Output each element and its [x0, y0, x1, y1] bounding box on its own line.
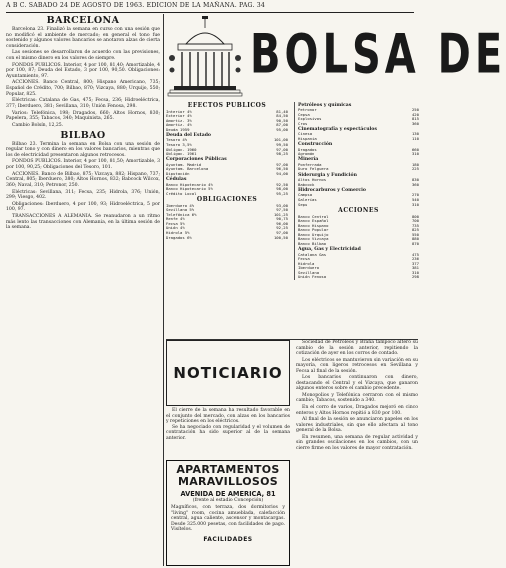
security-name: Renfe 4%: [166, 216, 185, 222]
bilbao-paragraph: ACCIONES. Banco de Bilbao, 875; Vizcaya, 882; Hispano, 737; Central, 805; Iberduero, 380; Altos Hornos, 832; Babcock Wilcox, 360; Naval, 310; Petronor, 250.: [6, 171, 160, 188]
security-name: Interior 4%: [166, 108, 192, 114]
table-section-heading: Petróleos y químicas: [298, 102, 352, 108]
security-name: Deuda 1959: [166, 126, 190, 132]
quotation-column-right: [294, 102, 419, 280]
table-section-heading: Agua, Gas y Electricidad: [298, 247, 361, 253]
security-price: 90,50: [276, 117, 288, 123]
security-name: Banco Hipotecario 4%: [166, 181, 213, 187]
quotation-row: [298, 183, 419, 188]
security-price: 100,50: [273, 234, 288, 240]
security-name: Unión Fenosa: [298, 274, 327, 280]
security-name: Ponferrada: [298, 161, 322, 167]
security-name: Petronor: [298, 107, 317, 113]
security-price: 225: [411, 166, 419, 172]
barcelona-paragraph: Eléctricas: Catalana de Gas, 475; Fecsa, 236; Hidroeléctrica, 377; Iberduero, 381; Sevillana, 310; Unión Fenosa, 298.: [6, 98, 160, 109]
security-name: Sevillana 5%: [166, 207, 195, 213]
security-price: 475: [411, 251, 419, 257]
noticiario-text: [166, 408, 290, 456]
noticiario-paragraph: El cierre de la semana ha resultado favorable en el conjunto del mercado, con alzas en los bancarios y repeticiones en los eléctricos.: [166, 408, 290, 424]
security-price: 97,00: [276, 161, 288, 167]
security-name: Obligac. 1961: [166, 151, 197, 157]
security-name: Telefónica 6%: [166, 211, 197, 217]
security-name: Banco Español: [298, 218, 329, 224]
security-name: Catalana Gas: [298, 251, 327, 257]
report-paragraph: Monopolios y Telefónica cerraron con el mismo cambio; Tabacos, sostenido a 340.: [296, 392, 418, 404]
ad-address: AVENIDA DE AMERICA, 81: [180, 490, 276, 498]
quotation-column-left: [166, 102, 288, 240]
security-price: 180: [411, 161, 419, 167]
table-section-heading: Hidrocarburos y Comercio: [298, 187, 366, 193]
table-section-heading: EFECTOS PUBLICOS: [187, 102, 267, 109]
security-price: 735: [411, 222, 419, 228]
report-paragraph: Sociedad de Petróleos y Braña tampoco alteró su cambio de la sesión anterior, repitiendo la cotización de ayer en los corros de contado.: [296, 340, 418, 357]
security-price: 92,25: [276, 225, 288, 231]
bilbao-paragraph: Obligaciones: Iberduero, 4 por 100, 93; Hidroeléctrica, 5 por 100, 97.: [6, 201, 160, 213]
report-paragraph: Los eléctricos se mantuvieron sin variación en su mayoría, con ligeros retrocesos en Sevillana y Fecsa al final de la sesión.: [296, 357, 418, 374]
security-name: Banco Hispano: [298, 222, 329, 228]
security-name: Banco Central: [298, 213, 329, 219]
security-name: Fecsa 5%: [166, 220, 185, 226]
quotation-row: [298, 167, 419, 172]
barcelona-paragraph: Las sesiones se desarrollaron de acuerdo con las previsiones, con el mismo dinero en los valores de siempre.: [6, 50, 160, 61]
report-paragraph: Los bancarios continuaron con dinero, destacando el Central y el Vizcaya, que ganaron algunos enteros sobre el cambio precedente.: [296, 375, 418, 392]
bilbao-paragraph: Eléctricas: Sevillana, 311; Fecsa, 235; Hidrola, 376; Unión, 299; Viesgo, 402.: [6, 189, 160, 201]
security-price: 420: [411, 111, 419, 117]
security-name: Tesoro 4%: [166, 137, 188, 143]
security-price: 381: [411, 265, 419, 271]
security-price: 98,00: [276, 186, 288, 192]
noticiario-title: NOTICIARIO: [173, 364, 283, 382]
security-name: Diputación: [166, 170, 190, 176]
security-price: 360: [411, 120, 419, 126]
security-price: 97,50: [276, 207, 288, 213]
quotation-row: [166, 152, 288, 157]
quotation-row: [298, 122, 419, 127]
security-price: 540: [411, 196, 419, 202]
noticiario-box: [166, 340, 290, 406]
security-name: Duro Felguera: [298, 166, 329, 172]
quotation-row: [298, 275, 419, 280]
ad-body: Magníficos, con terraza, dos dormitorios y "living" room, cocina amueblada, calefacción central, agua caliente, ascensor y montacargas. Desde 325.000 pesetas, con facilidades de pago. Visítelos.: [171, 505, 285, 533]
ad-footer: FACILIDADES: [203, 535, 253, 543]
quotation-row: [298, 242, 419, 247]
security-price: 87,00: [276, 122, 288, 128]
security-price: 550: [411, 231, 419, 237]
security-name: Sevillana: [298, 269, 320, 275]
security-name: Fecsa: [298, 256, 310, 262]
table-section-heading: Deuda del Estado: [166, 132, 211, 138]
security-price: 81,40: [276, 108, 288, 114]
apartments-advertisement: [166, 460, 290, 566]
stock-exchange-building-illustration: [166, 14, 244, 100]
security-price: 700: [411, 218, 419, 224]
security-price: 99,50: [276, 141, 288, 147]
security-name: Banco Hipotecario 5%: [166, 186, 213, 192]
security-price: 660: [411, 146, 419, 152]
table-section-heading: Cinematografía y espectáculos: [298, 126, 377, 132]
security-name: Banco Popular: [298, 227, 329, 233]
security-price: 310: [411, 201, 419, 207]
table-section-heading: Siderurgia y Fundición: [298, 172, 357, 178]
security-price: 360: [411, 181, 419, 187]
security-name: Dragados 6%: [166, 234, 192, 240]
security-price: 310: [411, 269, 419, 275]
table-section-heading: Minería: [298, 157, 319, 163]
security-price: 250: [411, 107, 419, 113]
security-name: Campsa: [298, 192, 313, 198]
security-price: 110: [411, 136, 419, 142]
security-name: Altos Hornos: [298, 177, 327, 183]
security-price: 377: [411, 260, 419, 266]
security-price: 98,25: [276, 151, 288, 157]
security-price: 101,25: [273, 211, 288, 217]
security-name: Hispania: [298, 136, 317, 142]
security-name: Iberduero: [298, 265, 320, 271]
table-section-heading: Construcción: [298, 142, 333, 148]
quotation-row: [166, 236, 288, 241]
security-name: Banco Vizcaya: [298, 236, 329, 242]
security-price: 800: [411, 213, 419, 219]
security-price: 93,00: [276, 202, 288, 208]
security-name: Exterior 4%: [166, 113, 192, 119]
table-section-heading: OBLIGACIONES: [196, 196, 258, 204]
security-price: 95,00: [276, 126, 288, 132]
security-price: 97,00: [276, 146, 288, 152]
report-paragraph: En el corro de varios, Dragados mejoró en cinco enteros y Altos Hornos repitió a 830 por 100.: [296, 405, 418, 416]
security-name: Explosivos: [298, 116, 322, 122]
security-price: 90,75: [276, 216, 288, 222]
bilbao-paragraph: FONDOS PUBLICOS. Interior, 4 por 100, 81,50; Amortizable, 3 por 100, 90,25; Obligaciones del Tesoro, 101.: [6, 159, 160, 170]
security-name: Hidrola 5%: [166, 230, 190, 235]
security-name: Ayuntam. Barcelona: [166, 166, 209, 172]
security-name: Dragados: [298, 146, 317, 152]
security-name: Ayuntam. Madrid: [166, 161, 202, 167]
security-name: Cepsa: [298, 111, 310, 117]
security-price: 870: [411, 240, 419, 246]
column-divider: [163, 14, 164, 566]
security-name: Tesoro 3,5%: [166, 141, 192, 147]
security-name: Agromán: [298, 151, 315, 157]
security-name: Babcock: [298, 181, 315, 187]
security-name: Iberduero 4%: [166, 202, 195, 208]
security-price: 95,25: [276, 190, 288, 196]
market-report-column: [296, 340, 418, 566]
section-title-bilbao: BILBAO: [60, 129, 106, 141]
barcelona-paragraph: Cambio Bolsín, 12,25.: [12, 122, 64, 128]
security-price: 815: [411, 116, 419, 122]
header-text: A B C. SABADO 24 DE AGOSTO DE 1963. EDICION DE LA MAÑANA. PAG. 34: [6, 2, 266, 9]
security-price: 270: [411, 192, 419, 198]
security-name: Banco Urquijo: [298, 231, 329, 237]
quotation-tables: [166, 102, 418, 338]
security-price: 130: [411, 131, 419, 137]
security-price: 97,00: [276, 230, 288, 235]
report-paragraph: Al final de la sesión se anunciaron papeles en los valores industriales, sin que ello afectara al tono general de la Bolsa.: [296, 417, 418, 434]
quotation-row: [166, 128, 288, 133]
security-price: 830: [411, 177, 419, 183]
table-section-heading: Corporaciones Públicas: [166, 157, 227, 163]
security-name: Banco Bilbao: [298, 240, 327, 246]
security-name: Amortiz. 3%: [166, 117, 192, 123]
report-paragraph: En resumen, una semana de regular actividad y sin grandes oscilaciones en los cambios, con un cierre firme en los valores de mayor contratación.: [296, 434, 418, 451]
bilbao-paragraph: Bilbao 23. Termina la semana en Bolsa con una sesión de regular tono y con dinero en los valores bancarios, mientras que los de electricidad presentaron algunos retrocesos.: [6, 141, 160, 158]
security-price: 880: [411, 236, 419, 242]
security-name: Unión 4%: [166, 225, 185, 231]
security-price: 236: [411, 256, 419, 262]
quotation-row: [298, 137, 419, 142]
security-price: 94,00: [276, 170, 288, 176]
quotation-row: [166, 172, 288, 177]
bolsa-masthead: [166, 14, 506, 100]
security-price: 310: [411, 151, 419, 157]
barcelona-paragraph: Varios: Telefónica, 198; Dragados, 660; Altos Hornos, 830; Papelera, 355; Tabacos, 340; Maquinista, 265.: [6, 110, 160, 122]
security-name: Obligac. 1960: [166, 146, 197, 152]
security-price: 92,50: [276, 181, 288, 187]
security-name: Cros: [298, 120, 308, 126]
noticiario-paragraph: Se ha negociado con regularidad y el volumen de contratación ha sido superior al de la semana anterior.: [166, 424, 290, 441]
ad-subtitle: (frente al estadio Concepción): [192, 498, 264, 503]
left-column: [6, 14, 160, 566]
section-title-barcelona: BARCELONA: [46, 15, 120, 26]
security-name: Crédito Local: [166, 190, 197, 196]
security-name: Galerías: [298, 196, 317, 202]
security-name: Amortiz. 4%: [166, 122, 192, 128]
security-price: 96,00: [276, 220, 288, 226]
table-section-heading: ACCIONES: [338, 207, 379, 215]
security-price: 825: [411, 227, 419, 233]
security-name: Hidrola: [298, 260, 315, 266]
security-price: 84,50: [276, 113, 288, 119]
table-section-heading: Cédulas: [166, 176, 187, 182]
barcelona-paragraph: ACCIONES. Banco Central, 800; Hispano Americano, 735; Español de Crédito, 700; Bilbao, 870; Vizcaya, 880; Urquijo, 550; Popular, 825.: [6, 80, 160, 97]
security-name: Cinesa: [298, 131, 313, 137]
barcelona-paragraph: Barcelona 23. Finalizó la semana en curso con una sesión que no modificó el ambiente de mercado; en general el tono fue sostenido y algunos valores bancarios se anotaron alzas de cierta consideración.: [6, 27, 160, 49]
ad-title: APARTAMENTOS MARAVILLOSOS: [176, 463, 280, 488]
barcelona-paragraph: FONDOS PUBLICOS. Interior, 4 por 100, 81,40; Amortizable, 4 por 100, 87; Deuda del Estado, 3 por 100, 90,50. Obligaciones: Ayuntamiento, 97.: [6, 62, 160, 79]
security-price: 101,00: [273, 137, 288, 143]
page-header: [6, 2, 414, 13]
bilbao-paragraph: TRANSACCIONES A ALEMANIA. Se reanudaron a un ritmo más lento las transacciones con Alemania, en la última sesión de la semana.: [6, 214, 160, 231]
bolsa-title: BOLSA DE: [250, 24, 506, 87]
security-name: Sepu: [298, 201, 308, 207]
security-price: 96,50: [276, 166, 288, 172]
security-price: 298: [411, 274, 419, 280]
